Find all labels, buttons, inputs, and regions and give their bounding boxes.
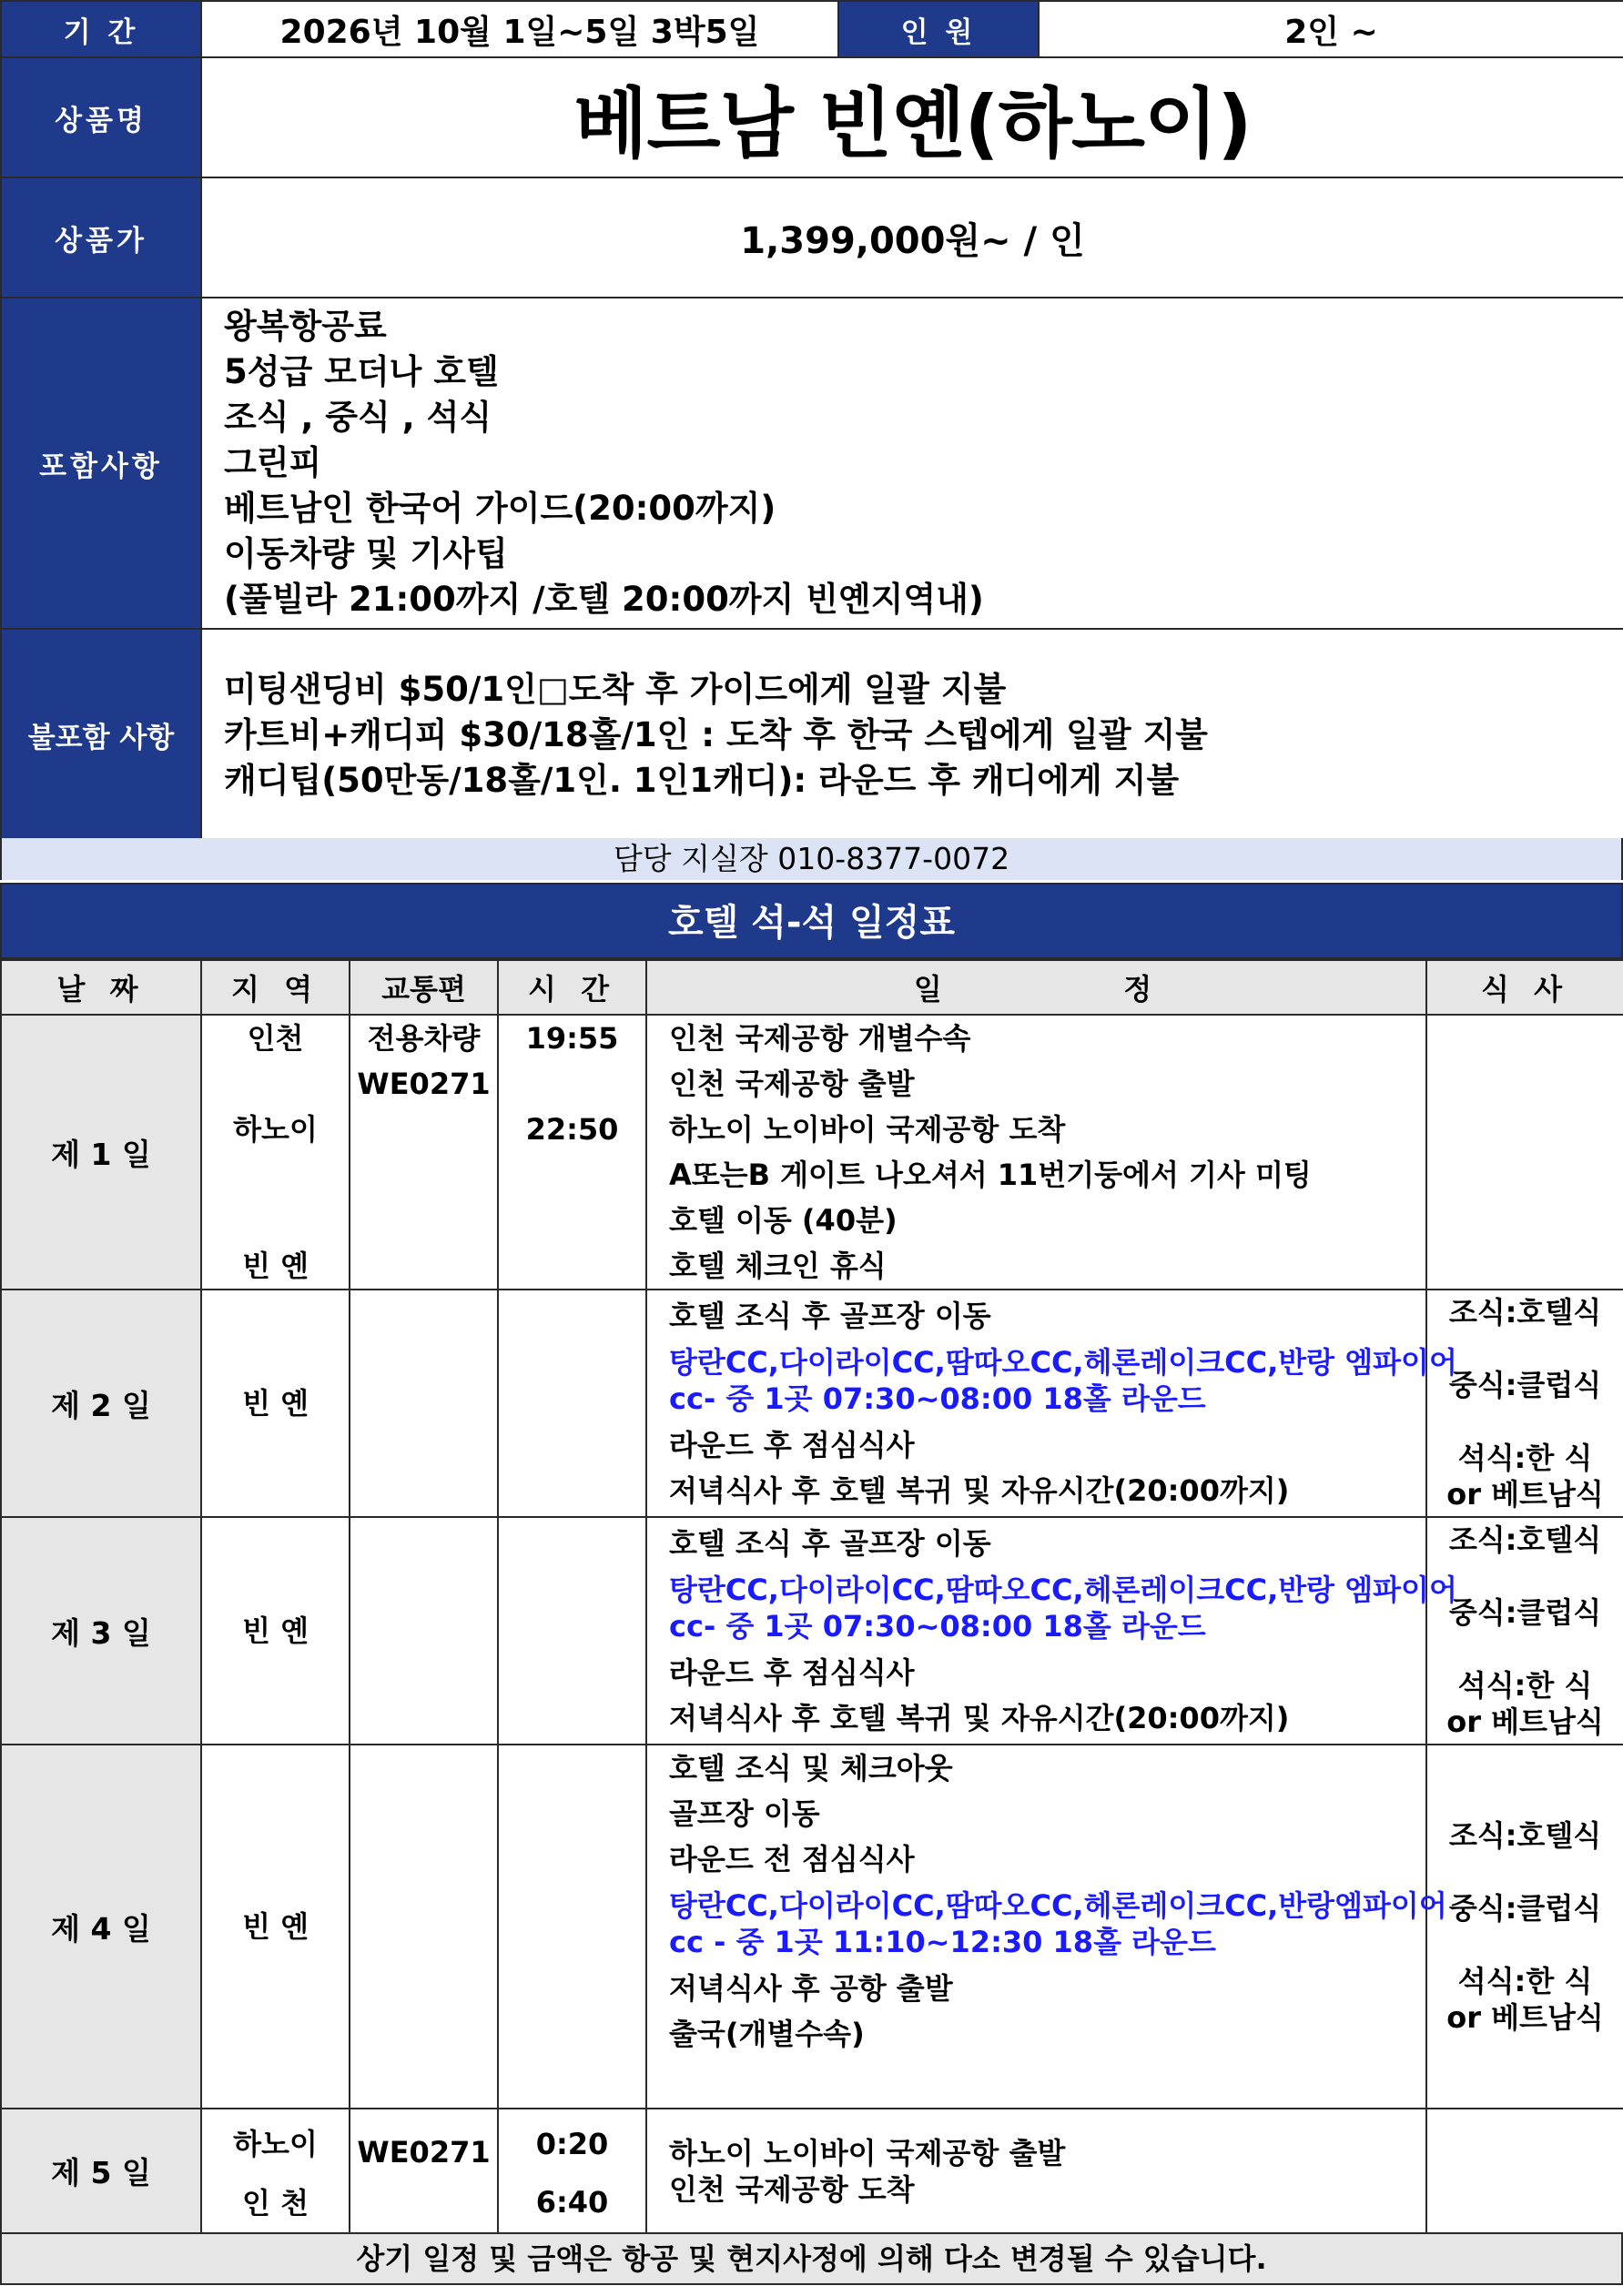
golf-course-options [669,1344,1457,1417]
price-label: 상품가 [1,177,201,298]
meal-dinner: 석식:한 식 [1457,1668,1593,1703]
region-text: 빈 옌 [201,1290,350,1517]
excluded-item: 캐디팁(50만동/18홀/1인. 1인1캐디): 라운드 후 캐디에게 지불 [224,760,1180,800]
excluded-list [201,629,1623,841]
transport-text: WE0271 [350,2109,498,2233]
itinerary-cell [646,1290,1457,1517]
excluded-label: 불포함 사항 [1,629,201,841]
header-transport: 교통편 [350,960,498,1015]
itinerary-item: 라운드 후 점심식사 [669,1428,915,1462]
transport-cell [350,1517,498,1745]
included-item: 5성급 모더나 호텔 [224,352,499,391]
product-info-table [0,0,1623,842]
day-label: 제 3 일 [1,1517,201,1745]
time-text: 19:55 [525,1021,619,1056]
itinerary-item: 라운드 후 점심식사 [669,1655,915,1690]
included-item: (풀빌라 21:00까지 /호텔 20:00까지 빈옌지역내) [224,580,984,619]
itinerary-item: 저녁식사 후 호텔 복귀 및 자유시간(20:00까지) [669,1473,1290,1508]
included-item: 베트남인 한국어 가이드(20:00까지) [224,489,776,528]
itinerary-item: 호텔 체크인 휴식 [669,1249,887,1283]
region-text: 빈 옌 [201,1517,350,1745]
time-text: 6:40 [535,2184,609,2220]
period-value: 2026년 10월 1일~5일 3박5일 [201,1,838,57]
itinerary-item: 호텔 이동 (40분) [669,1203,898,1238]
transport-text: WE0271 [357,1067,491,1101]
price-value: 1,399,000원~ / 인 [201,177,1623,298]
included-item: 왕복항공료 [224,307,387,346]
day-label: 제 1 일 [1,1015,201,1290]
itinerary-cell [646,2109,1426,2233]
meal-cell [1426,1745,1623,2109]
meal-lunch: 중식:클럽식 [1448,1891,1602,1926]
period-label: 기 간 [1,1,201,57]
table-row [1,2109,1623,2233]
meal-cell [1426,2109,1623,2233]
meal-cell [1426,1290,1623,1517]
region-cell [201,1015,350,1290]
meal-breakfast: 조식:호텔식 [1448,1522,1602,1557]
itinerary-item: 호텔 조식 후 골프장 이동 [669,1526,991,1561]
itinerary-item: 호텔 조식 후 골프장 이동 [669,1299,991,1333]
itinerary-item: 라운드 전 점심식사 [669,1842,915,1876]
golf-course-line: 탕란CC,다이라이CC,땀따오CC,헤론레이크CC,반랑 엠파이어 [669,1345,1457,1380]
time-cell [498,1290,646,1517]
itinerary-item: 저녁식사 후 공항 출발 [669,1971,953,2006]
table-row [1,1517,1623,1745]
day-label: 제 2 일 [1,1290,201,1517]
included-list [201,298,1623,629]
contact-info: 담당 지실장 010-8377-0072 [0,838,1623,880]
golf-course-line: cc- 중 1곳 07:30~08:00 18홀 라운드 [669,1381,1206,1416]
meal-lunch: 중식:클럽식 [1448,1368,1602,1402]
table-row [1,1290,1623,1517]
product-name: 베트남 빈옌(하노이) [201,57,1623,177]
itinerary-item: 저녁식사 후 호텔 복귀 및 자유시간(20:00까지) [669,1701,1290,1735]
footer-notice: 상기 일정 및 금액은 항공 및 현지사정에 의해 다소 변경될 수 있습니다. [0,2232,1623,2285]
region-text: 인 천 [242,2185,309,2220]
day-label: 제 5 일 [1,2109,201,2233]
itinerary-cell [646,1745,1447,2109]
time-cell [498,2109,646,2233]
itinerary-item: 하노이 노이바이 국제공항 출발 [669,2135,1066,2170]
header-date: 날 짜 [1,960,201,1015]
itinerary-item: 하노이 노이바이 국제공항 도착 [669,1112,1066,1147]
region-text: 빈 옌 [201,1745,350,2109]
itinerary-item: 호텔 조식 및 체크아웃 [669,1751,953,1785]
meal-breakfast: 조식:호텔식 [1448,1818,1602,1853]
golf-course-line: cc - 중 1곳 11:10~12:30 18홀 라운드 [669,1925,1216,1959]
schedule-title: 호텔 석-석 일정표 [0,883,1623,959]
region-text: 빈 옌 [242,1249,309,1283]
itinerary-item: 인천 국제공항 출발 [669,1067,915,1101]
meal-cell [1426,1517,1623,1745]
itinerary-item: 인천 국제공항 도착 [669,2171,915,2207]
excluded-item: 미팅샌딩비 $50/1인□도착 후 가이드에게 일괄 지불 [224,669,1007,709]
golf-course-line: 탕란CC,다이라이CC,땀따오CC,헤론레이크CC,반랑 엠파이어 [669,1573,1457,1607]
header-time: 시 간 [498,960,646,1015]
itinerary-item: 골프장 이동 [669,1796,820,1831]
meal-lunch: 중식:클럽식 [1448,1595,1602,1630]
excluded-item: 카트비+캐디피 $30/18홀/1인 : 도착 후 한국 스텝에게 일괄 지불 [224,714,1208,754]
included-item: 그린피 [224,443,322,482]
people-label: 인 원 [838,1,1039,57]
itinerary-cell [646,1517,1457,1745]
table-row [1,1745,1623,2109]
time-cell [498,1517,646,1745]
meal-breakfast: 조식:호텔식 [1448,1295,1602,1330]
meal-dinner: 석식:한 식 [1457,1441,1593,1475]
time-text [499,1061,645,1107]
product-name-label: 상품명 [1,57,201,177]
header-meals: 식 사 [1426,960,1623,1015]
transport-text: 전용차량 [367,1021,481,1056]
header-itinerary: 일 정 [646,960,1426,1015]
golf-course-line: 탕란CC,다이라이CC,땀따오CC,헤론레이크CC,반랑엠파이어 [669,1888,1447,1923]
region-text [202,1061,349,1107]
golf-course-options [669,1572,1457,1644]
table-row [1,1015,1623,1290]
meal-dinner-alt: or 베트남식 [1446,1477,1604,1512]
people-value: 2인 ~ [1039,1,1623,57]
region-text: 하노이 [233,2126,318,2161]
golf-course-line: cc- 중 1곳 07:30~08:00 18홀 라운드 [669,1609,1206,1644]
transport-cell [350,1015,498,1290]
region-text: 하노이 [233,1112,318,1147]
meal-dinner-alt: or 베트남식 [1446,2000,1604,2035]
transport-cell [350,1745,498,2109]
golf-course-options [669,1887,1447,1960]
transport-cell [350,1290,498,1517]
meal-dinner-alt: or 베트남식 [1446,1704,1604,1739]
time-cell [498,1015,646,1290]
region-text: 인천 [247,1021,304,1056]
included-item: 조식 , 중식 , 석식 [224,398,492,437]
itinerary-cell [646,1015,1426,1290]
meal-cell [1426,1015,1623,1290]
time-text: 22:50 [525,1112,619,1147]
itinerary-item: 인천 국제공항 개별수속 [669,1021,971,1056]
included-label: 포함사항 [1,298,201,629]
included-item: 이동차량 및 기사팁 [224,534,508,573]
itinerary-item: A또는B 게이트 나오셔서 11번기둥에서 기사 미팅 [669,1158,1312,1192]
time-text: 0:20 [535,2126,609,2161]
region-text [202,1198,349,1243]
region-text [202,1152,349,1198]
schedule-table [0,959,1623,2234]
meal-dinner: 석식:한 식 [1457,1964,1593,1998]
day-label: 제 4 일 [1,1745,201,2109]
time-cell [498,1745,646,2109]
region-cell [201,2109,350,2233]
itinerary-item: 출국(개별수속) [669,2017,865,2051]
header-region: 지 역 [201,960,350,1015]
